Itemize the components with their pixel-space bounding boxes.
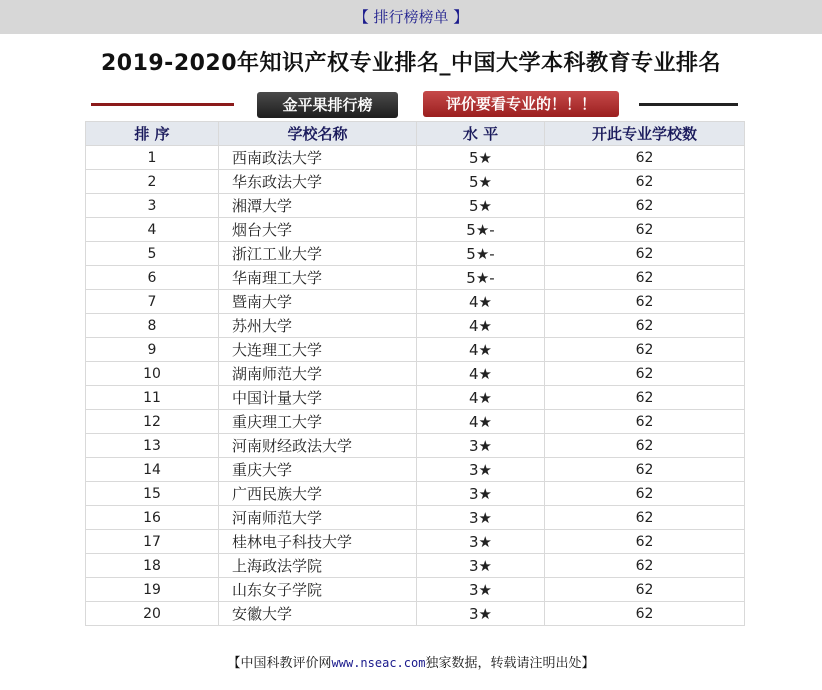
decorative-divider-right: [639, 103, 738, 106]
column-header-rank: 排 序: [86, 122, 219, 146]
column-header-level: 水 平: [417, 122, 545, 146]
school-count-cell: 62: [545, 338, 745, 362]
column-header-school-count: 开此专业学校数: [545, 122, 745, 146]
level-cell: 3★: [417, 602, 545, 626]
column-header-school: 学校名称: [219, 122, 417, 146]
rank-cell: 15: [86, 482, 219, 506]
school-name-link[interactable]: 安徽大学: [219, 602, 417, 626]
school-name-link[interactable]: 暨南大学: [219, 290, 417, 314]
ranking-brand-badge: 金平果排行榜: [257, 92, 398, 118]
table-row: [86, 434, 745, 458]
table-row: [86, 146, 745, 170]
table-row: [86, 290, 745, 314]
school-name-link[interactable]: 重庆理工大学: [219, 410, 417, 434]
level-cell: 5★-: [417, 242, 545, 266]
table-row: [86, 266, 745, 290]
level-cell: 5★: [417, 170, 545, 194]
rank-cell: 8: [86, 314, 219, 338]
school-count-cell: 62: [545, 314, 745, 338]
level-cell: 3★: [417, 434, 545, 458]
school-count-cell: 62: [545, 242, 745, 266]
rank-cell: 5: [86, 242, 219, 266]
table-row: [86, 506, 745, 530]
rank-cell: 19: [86, 578, 219, 602]
school-count-cell: 62: [545, 602, 745, 626]
ranking-list-nav[interactable]: 【 排行榜榜单 】: [0, 0, 822, 34]
school-name-link[interactable]: 中国计量大学: [219, 386, 417, 410]
school-name-link[interactable]: 广西民族大学: [219, 482, 417, 506]
school-name-link[interactable]: 重庆大学: [219, 458, 417, 482]
table-header-row: [86, 122, 745, 146]
rank-cell: 18: [86, 554, 219, 578]
school-count-cell: 62: [545, 434, 745, 458]
rank-cell: 14: [86, 458, 219, 482]
rank-cell: 16: [86, 506, 219, 530]
table-row: [86, 194, 745, 218]
school-name-link[interactable]: 西南政法大学: [219, 146, 417, 170]
level-cell: 3★: [417, 458, 545, 482]
school-name-link[interactable]: 桂林电子科技大学: [219, 530, 417, 554]
school-name-link[interactable]: 烟台大学: [219, 218, 417, 242]
school-count-cell: 62: [545, 386, 745, 410]
decorative-divider-left: [91, 103, 234, 106]
school-name-link[interactable]: 上海政法学院: [219, 554, 417, 578]
level-cell: 3★: [417, 578, 545, 602]
school-count-cell: 62: [545, 218, 745, 242]
table-row: [86, 242, 745, 266]
school-name-link[interactable]: 山东女子学院: [219, 578, 417, 602]
school-count-cell: 62: [545, 506, 745, 530]
footer-suffix: 独家数据，转载请注明出处】: [425, 656, 595, 671]
level-cell: 4★: [417, 386, 545, 410]
school-name-link[interactable]: 大连理工大学: [219, 338, 417, 362]
school-count-cell: 62: [545, 530, 745, 554]
school-name-link[interactable]: 湘潭大学: [219, 194, 417, 218]
footer-prefix: 【中国科教评价网: [227, 656, 332, 671]
school-name-link[interactable]: 河南财经政法大学: [219, 434, 417, 458]
school-count-cell: 62: [545, 194, 745, 218]
rank-cell: 17: [86, 530, 219, 554]
school-count-cell: 62: [545, 482, 745, 506]
school-name-link[interactable]: 华南理工大学: [219, 266, 417, 290]
table-row: [86, 458, 745, 482]
level-cell: 4★: [417, 314, 545, 338]
table-row: [86, 218, 745, 242]
level-cell: 3★: [417, 506, 545, 530]
source-footer: [0, 652, 822, 671]
school-count-cell: 62: [545, 554, 745, 578]
level-cell: 3★: [417, 482, 545, 506]
level-cell: 5★-: [417, 218, 545, 242]
rank-cell: 3: [86, 194, 219, 218]
school-count-cell: 62: [545, 458, 745, 482]
school-count-cell: 62: [545, 170, 745, 194]
rank-cell: 13: [86, 434, 219, 458]
rank-cell: 4: [86, 218, 219, 242]
school-count-cell: 62: [545, 410, 745, 434]
school-name-link[interactable]: 河南师范大学: [219, 506, 417, 530]
level-cell: 4★: [417, 290, 545, 314]
level-cell: 5★: [417, 146, 545, 170]
table-row: [86, 170, 745, 194]
rank-cell: 12: [86, 410, 219, 434]
level-cell: 3★: [417, 530, 545, 554]
school-count-cell: 62: [545, 146, 745, 170]
school-count-cell: 62: [545, 290, 745, 314]
table-row: [86, 362, 745, 386]
rank-cell: 6: [86, 266, 219, 290]
table-row: [86, 386, 745, 410]
rank-cell: 9: [86, 338, 219, 362]
level-cell: 5★-: [417, 266, 545, 290]
level-cell: 4★: [417, 362, 545, 386]
school-name-link[interactable]: 湖南师范大学: [219, 362, 417, 386]
level-cell: 4★: [417, 338, 545, 362]
rank-cell: 10: [86, 362, 219, 386]
page-title: 2019-2020年知识产权专业排名_中国大学本科教育专业排名: [100, 51, 722, 76]
school-count-cell: 62: [545, 362, 745, 386]
school-name-link[interactable]: 浙江工业大学: [219, 242, 417, 266]
table-row: [86, 338, 745, 362]
school-name-link[interactable]: 苏州大学: [219, 314, 417, 338]
rank-cell: 20: [86, 602, 219, 626]
rank-cell: 2: [86, 170, 219, 194]
level-cell: 3★: [417, 554, 545, 578]
table-row: [86, 410, 745, 434]
rank-cell: 11: [86, 386, 219, 410]
level-cell: 5★: [417, 194, 545, 218]
table-row: [86, 578, 745, 602]
table-row: [86, 602, 745, 626]
level-cell: 4★: [417, 410, 545, 434]
ranking-table: [85, 121, 745, 626]
table-row: [86, 314, 745, 338]
rank-cell: 7: [86, 290, 219, 314]
school-count-cell: 62: [545, 266, 745, 290]
school-name-link[interactable]: 华东政法大学: [219, 170, 417, 194]
slogan-badge: 评价要看专业的！！！: [423, 91, 619, 117]
rank-cell: 1: [86, 146, 219, 170]
table-row: [86, 554, 745, 578]
table-row: [86, 530, 745, 554]
school-count-cell: 62: [545, 578, 745, 602]
footer-link[interactable]: www.nseac.com: [331, 656, 426, 670]
table-row: [86, 482, 745, 506]
